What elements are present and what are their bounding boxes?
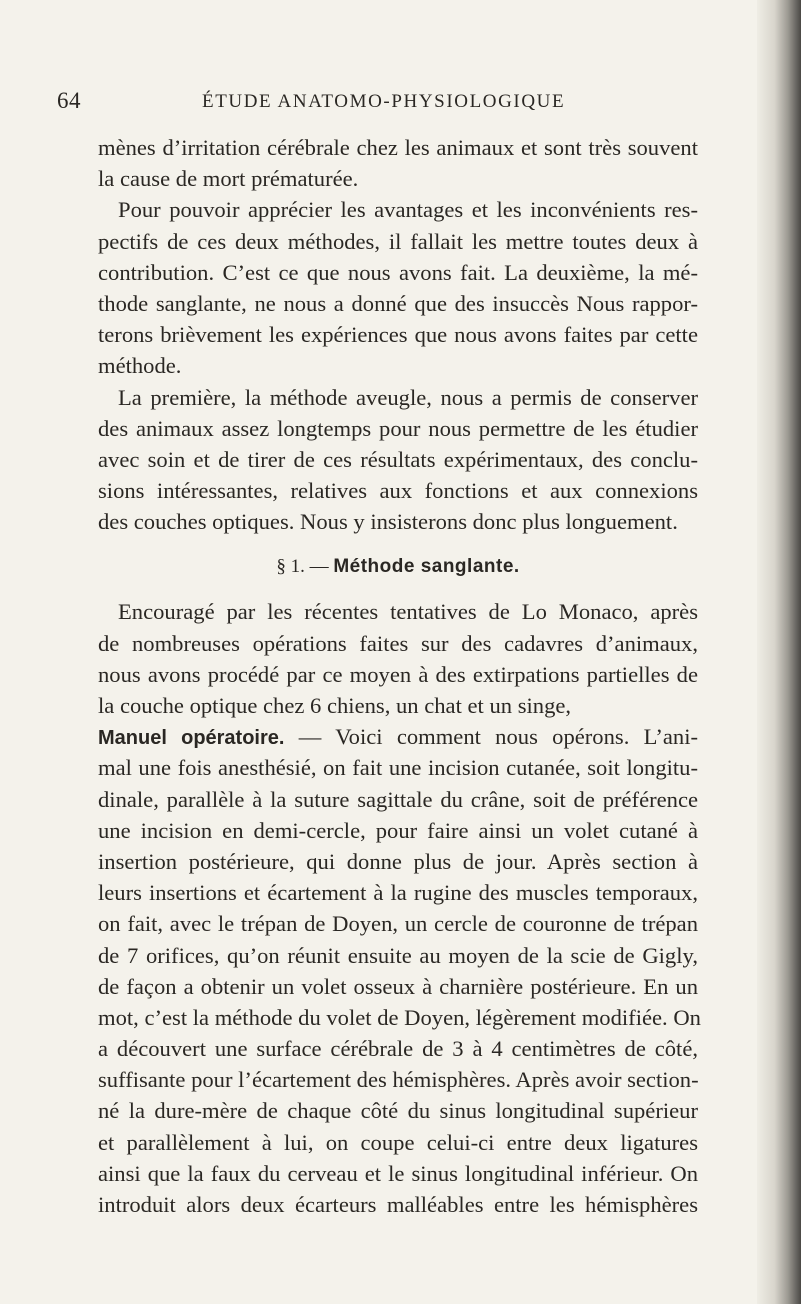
text-line: de 7 orifices, qu’on réunit ensuite au moyen de la scie de Gigly, [98,942,698,968]
text-line: contribution. C’est ce que nous avons fait. La deuxième, la mé- [98,259,698,285]
paragraph-1 [98,132,698,194]
text-line: une incision en demi-cercle, pour faire ainsi un volet cutané à [98,817,698,843]
text-line: leurs insertions et écartement à la rugine des muscles temporaux, [98,880,698,906]
page-edge-shadow [757,0,801,1304]
paragraph-4 [98,596,698,721]
running-head: ÉTUDE ANATOMO-PHYSIOLOGIQUE [202,91,566,112]
text-line: suffisante pour l’écartement des hémisphères. Après avoir section- [98,1067,699,1093]
text-line: la couche optique chez 6 chiens, un chat et un singe, [98,693,572,718]
text-line: nous avons procédé par ce moyen à des extirpations partielles de [98,661,698,687]
text-line: sions intéressantes, relatives aux fonctions et aux connexions [98,478,698,504]
text-line: la cause de mort prématurée. [98,166,359,192]
text-line: dinale, parallèle à la suture sagittale du crâne, soit de préférence [98,786,698,812]
text-line: des animaux assez longtemps pour nous permettre de les étudier [98,415,698,441]
text-line: des couches optiques. Nous y insisterons donc plus longuement. [98,509,678,535]
text-line [98,721,698,752]
text-fragment: — Voici comment nous opérons. L’ani- [298,724,699,750]
page-header [57,88,697,114]
text-line: Pour pouvoir apprécier les avantages et les inconvénients res- [118,197,698,223]
page-number: 64 [57,88,81,113]
text-line: Encouragé par les récentes tentatives de Lo Monaco, après [118,599,698,625]
text-line: on fait, avec le trépan de Doyen, un cercle de couronne de trépan [98,911,698,937]
text-line: introduit alors deux écarteurs malléables entre les hémisphères [98,1192,698,1217]
paragraph-2 [98,194,698,381]
text-line: de façon a obtenir un volet osseux à charnière postérieure. En un [98,973,698,999]
text-line: a découvert une surface cérébrale de 3 à 4 centimètres de côté, [98,1036,698,1062]
text-line: La première, la méthode aveugle, nous a permis de conserver [118,384,698,410]
text-line: et parallèlement à lui, on coupe celui-ci entre deux ligatures [98,1129,698,1155]
runin-heading: Manuel opératoire. [98,727,285,750]
paragraph-3 [98,382,698,538]
text-line: terons brièvement les expériences que nous avons faites par cette [98,322,698,348]
section-heading [98,542,698,592]
text-line: mènes d’irritation cérébrale chez les animaux et sont très souvent [98,135,698,160]
section-number: § 1. — [276,556,329,578]
text-line: ainsi que la faux du cerveau et le sinus longitudinal inférieur. On [98,1160,698,1186]
body-text [98,132,701,1220]
text-line: mal une fois anesthésié, on fait une incision cutanée, soit longitu- [98,755,698,781]
text-line: mot, c’est la méthode du volet de Doyen, légèrement modifiée. On [98,1004,701,1030]
text-line: de nombreuses opérations faites sur des cadavres d’animaux, [98,630,698,656]
text-line: insertion postérieure, qui donne plus de jour. Après section à [98,848,698,874]
text-line: avec soin et de tirer de ces résultats expérimentaux, des conclu- [98,446,698,472]
text-line: thode sanglante, ne nous a donné que des insuccès Nous rappor- [98,290,698,316]
section-title: Méthode sanglante. [333,556,520,578]
text-line: né la dure-mère de chaque côté du sinus longitudinal supérieur [98,1098,698,1124]
text-line: pectifs de ces deux méthodes, il fallait les mettre toutes deux à [98,228,698,254]
text-line: méthode. [98,353,182,379]
paragraph-5 [98,721,701,1220]
